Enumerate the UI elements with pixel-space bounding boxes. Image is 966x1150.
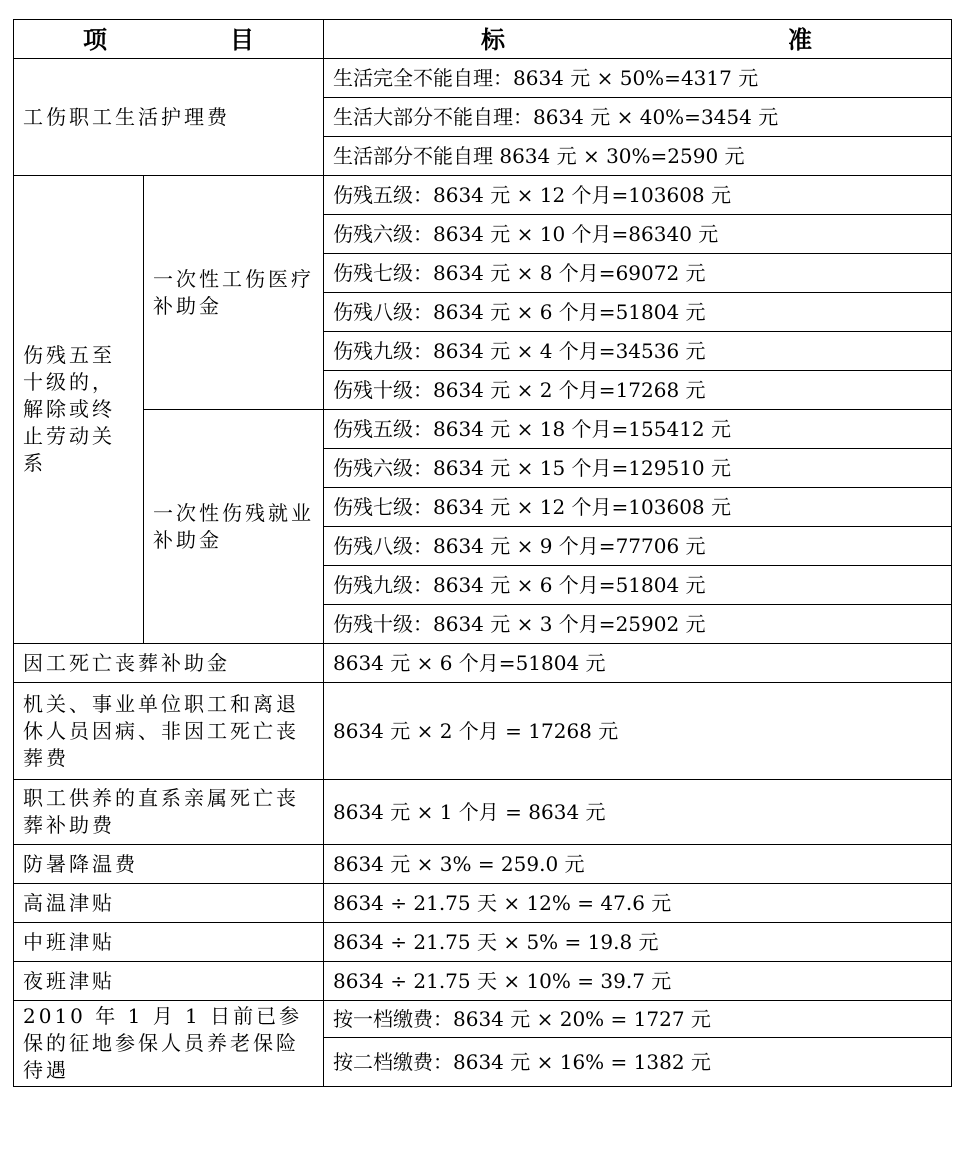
- medical-value-5: 伤残九级：8634 元 × 4 个月=34536 元: [324, 332, 952, 371]
- row-label-dependent: 职工供养的直系亲属死亡丧葬补助费: [14, 780, 324, 845]
- sub-label-employment: 一次性伤残就业补助金: [144, 410, 324, 644]
- row-label-care: 工伤职工生活护理费: [14, 59, 324, 176]
- nightshift-value: 8634 ÷ 21.75 天 × 10% = 39.7 元: [324, 962, 952, 1001]
- header-standard: [324, 20, 952, 59]
- employment-value-6: 伤残十级：8634 元 × 3 个月=25902 元: [324, 605, 952, 644]
- medical-value-1: 伤残五级：8634 元 × 12 个月=103608 元: [324, 176, 952, 215]
- midshift-value: 8634 ÷ 21.75 天 × 5% = 19.8 元: [324, 923, 952, 962]
- row-label-hightemp: 高温津贴: [14, 884, 324, 923]
- medical-value-3: 伤残七级：8634 元 × 8 个月=69072 元: [324, 254, 952, 293]
- header-item: [14, 20, 324, 59]
- employment-value-5: 伤残九级：8634 元 × 6 个月=51804 元: [324, 566, 952, 605]
- row-label-nightshift: 夜班津贴: [14, 962, 324, 1001]
- row-label-retiree: 机关、事业单位职工和离退休人员因病、非因工死亡丧葬费: [14, 683, 324, 780]
- pension-value-1: 按一档缴费：8634 元 × 20% = 1727 元: [324, 1001, 952, 1038]
- funeral-value: 8634 元 × 6 个月=51804 元: [324, 644, 952, 683]
- header-item-right: 目: [230, 24, 254, 54]
- care-value-2: 生活大部分不能自理：8634 元 × 40%=3454 元: [324, 98, 952, 137]
- row-label-disability: 伤残五至十级的，解除或终止劳动关系: [14, 176, 144, 644]
- dependent-value: 8634 元 × 1 个月 = 8634 元: [324, 780, 952, 845]
- care-value-1: 生活完全不能自理：8634 元 × 50%=4317 元: [324, 59, 952, 98]
- care-value-3: 生活部分不能自理 8634 元 × 30%=2590 元: [324, 137, 952, 176]
- medical-value-4: 伤残八级：8634 元 × 6 个月=51804 元: [324, 293, 952, 332]
- medical-value-6: 伤残十级：8634 元 × 2 个月=17268 元: [324, 371, 952, 410]
- employment-value-3: 伤残七级：8634 元 × 12 个月=103608 元: [324, 488, 952, 527]
- retiree-value: 8634 元 × 2 个月 = 17268 元: [324, 683, 952, 780]
- employment-value-2: 伤残六级：8634 元 × 15 个月=129510 元: [324, 449, 952, 488]
- heat-value: 8634 元 × 3% = 259.0 元: [324, 845, 952, 884]
- employment-value-4: 伤残八级：8634 元 × 9 个月=77706 元: [324, 527, 952, 566]
- header-standard-right: 准: [788, 24, 812, 54]
- row-label-heat: 防暑降温费: [14, 845, 324, 884]
- employment-value-1: 伤残五级：8634 元 × 18 个月=155412 元: [324, 410, 952, 449]
- header-item-left: 项: [83, 24, 107, 54]
- standards-table: [13, 19, 952, 1087]
- medical-value-2: 伤残六级：8634 元 × 10 个月=86340 元: [324, 215, 952, 254]
- row-label-funeral: 因工死亡丧葬补助金: [14, 644, 324, 683]
- pension-value-2: 按二档缴费：8634 元 × 16% = 1382 元: [324, 1038, 952, 1087]
- header-standard-left: 标: [481, 24, 505, 54]
- hightemp-value: 8634 ÷ 21.75 天 × 12% = 47.6 元: [324, 884, 952, 923]
- row-label-midshift: 中班津贴: [14, 923, 324, 962]
- row-label-pension: 2010 年 1 月 1 日前已参保的征地参保人员养老保险待遇: [14, 1001, 324, 1087]
- sub-label-medical: 一次性工伤医疗补助金: [144, 176, 324, 410]
